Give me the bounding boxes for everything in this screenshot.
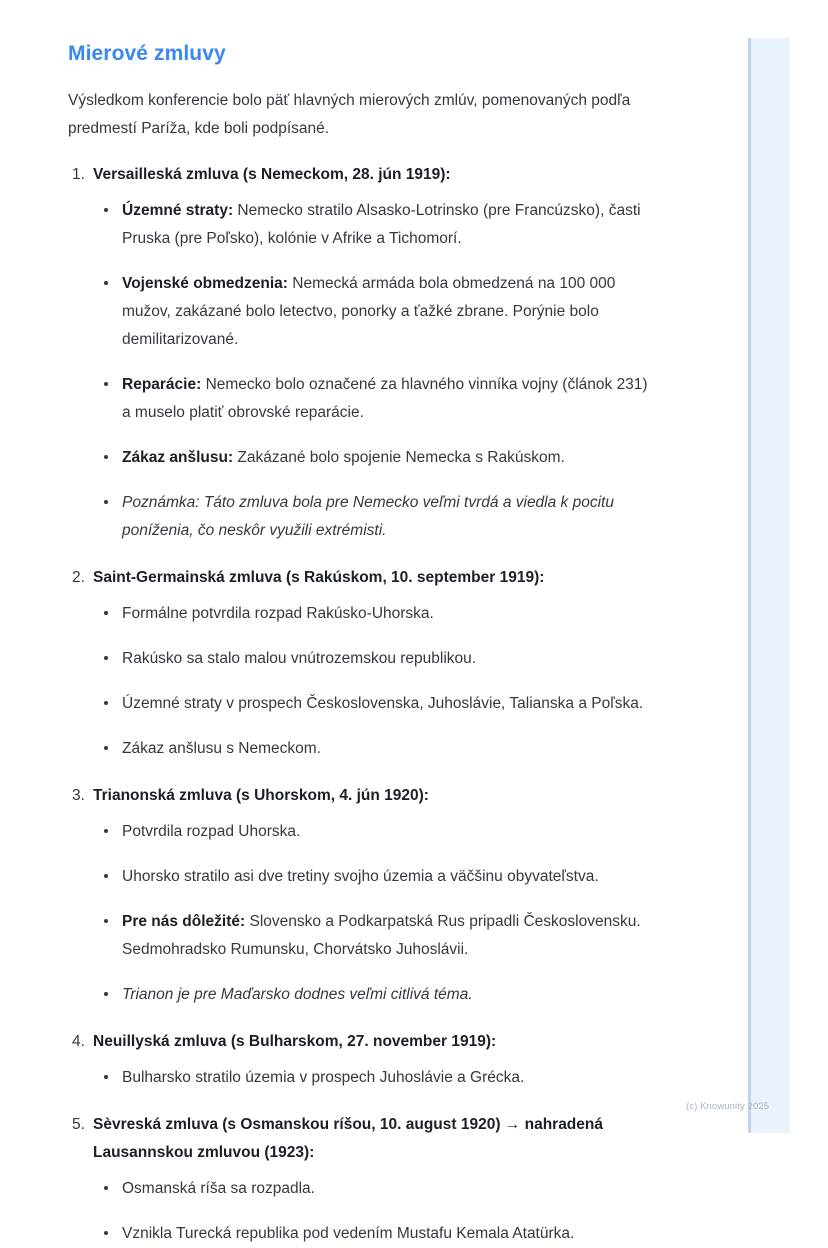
treaty-point <box>93 270 654 354</box>
document-body <box>68 0 668 1248</box>
bullet-dot-icon <box>104 611 108 615</box>
point-text: Osmanská ríša sa rozpadla. <box>122 1180 315 1198</box>
point-lead: Pre nás dôležité: <box>122 913 246 931</box>
bullet-dot-icon <box>104 656 108 660</box>
point-text: Nemecko bolo označené za hlavného vinníka vojny (článok 231) a muselo platiť obrovské reparácie. <box>122 376 648 422</box>
point-lead: Zákaz anšlusu: <box>122 449 234 467</box>
treaty-point-list <box>93 1167 668 1248</box>
point-text: Poznámka: Táto zmluva bola pre Nemecko veľmi tvrdá a viedla k pocitu poníženia, čo neskôr využili extrémisti. <box>122 494 614 540</box>
right-side-panel <box>748 38 790 1133</box>
treaty-heading: Sèvreská zmluva (s Osmanskou ríšou, 10. august 1920) → nahradená Lausannskou zmluvou (1923): <box>93 1116 603 1162</box>
treaty-heading: Versailleská zmluva (s Nemeckom, 28. jún 1919): <box>93 166 451 184</box>
treaty-heading: Saint-Germainská zmluva (s Rakúskom, 10. september 1919): <box>93 569 545 587</box>
point-text: Trianon je pre Maďarsko dodnes veľmi citlivá téma. <box>122 986 473 1004</box>
treaty-point <box>93 1175 654 1203</box>
treaty-list <box>68 143 668 1248</box>
bullet-dot-icon <box>104 919 108 923</box>
treaty-point <box>93 444 654 472</box>
bullet-dot-icon <box>104 500 108 504</box>
point-lead: Územné straty: <box>122 202 234 220</box>
bullet-dot-icon <box>104 208 108 212</box>
treaty-point <box>93 489 654 545</box>
treaty-item <box>68 1111 668 1248</box>
treaty-point <box>93 735 654 763</box>
point-lead: Reparácie: <box>122 376 202 394</box>
treaty-heading: Trianonská zmluva (s Uhorskom, 4. jún 1920): <box>93 787 429 805</box>
treaty-point <box>93 600 654 628</box>
bullet-dot-icon <box>104 382 108 386</box>
scroll-rail[interactable] <box>748 38 751 1133</box>
treaty-number: 4. <box>72 1033 85 1051</box>
bullet-dot-icon <box>104 874 108 878</box>
point-text: Územné straty v prospech Československa, Juhoslávie, Talianska a Poľska. <box>122 695 644 713</box>
treaty-number: 5. <box>72 1116 85 1134</box>
bullet-dot-icon <box>104 992 108 996</box>
treaty-point <box>93 371 654 427</box>
bullet-dot-icon <box>104 455 108 459</box>
point-text: Uhorsko stratilo asi dve tretiny svojho územia a väčšinu obyvateľstva. <box>122 868 599 886</box>
point-text: Vznikla Turecká republika pod vedením Mustafu Kemala Atatürka. <box>122 1225 575 1243</box>
treaty-heading: Neuillyská zmluva (s Bulharskom, 27. november 1919): <box>93 1033 497 1051</box>
treaty-point-list <box>93 810 668 1009</box>
treaty-item <box>68 782 668 1009</box>
point-text: Nemecko stratilo Alsasko-Lotrinsko (pre Francúzsko), časti Pruska (pre Poľsko), kolónie v Afrike a Tichomorí. <box>122 202 641 248</box>
point-text: Rakúsko sa stalo malou vnútrozemskou republikou. <box>122 650 477 668</box>
treaty-item <box>68 564 668 763</box>
bullet-dot-icon <box>104 701 108 705</box>
treaty-number: 1. <box>72 166 85 184</box>
bullet-dot-icon <box>104 1231 108 1235</box>
treaty-point <box>93 908 654 964</box>
point-text: Bulharsko stratilo územia v prospech Juhoslávie a Grécka. <box>122 1069 525 1087</box>
bullet-dot-icon <box>104 1075 108 1079</box>
treaty-number: 2. <box>72 569 85 587</box>
treaty-point <box>93 1064 654 1092</box>
point-text: Zakázané bolo spojenie Nemecka s Rakúskom. <box>233 449 565 467</box>
treaty-point <box>93 818 654 846</box>
treaty-item <box>68 161 668 545</box>
bullet-dot-icon <box>104 1186 108 1190</box>
treaty-point <box>93 645 654 673</box>
treaty-point <box>93 690 654 718</box>
treaty-point <box>93 863 654 891</box>
intro-paragraph: Výsledkom konferencie bolo päť hlavných mierových zmlúv, pomenovaných podľa predmestí Paríža, kde boli podpísané. <box>68 92 631 138</box>
point-text: Slovensko a Podkarpatská Rus pripadli Československu. Sedmohradsko Rumunsku, Chorvátsko Juhoslávii. <box>122 913 641 959</box>
treaty-point <box>93 981 654 1009</box>
point-text: Zákaz anšlusu s Nemeckom. <box>122 740 321 758</box>
treaty-point-list <box>93 1056 668 1092</box>
watermark: (c) Knowunity 2025 <box>686 1101 770 1112</box>
treaty-item <box>68 1028 668 1092</box>
treaty-point-list <box>93 189 668 545</box>
page-title: Mierové zmluvy <box>68 42 226 65</box>
point-text: Nemecká armáda bola obmedzená na 100 000 mužov, zakázané bolo letectvo, ponorky a ťažké zbrane. Porýnie bolo demilitarizované. <box>122 275 616 349</box>
treaty-number: 3. <box>72 787 85 805</box>
bullet-dot-icon <box>104 281 108 285</box>
treaty-point-list <box>93 592 668 763</box>
point-lead: Vojenské obmedzenia: <box>122 275 288 293</box>
bullet-dot-icon <box>104 746 108 750</box>
treaty-point <box>93 1220 654 1248</box>
point-text: Formálne potvrdila rozpad Rakúsko-Uhorska. <box>122 605 434 623</box>
treaty-point <box>93 197 654 253</box>
point-text: Potvrdila rozpad Uhorska. <box>122 823 301 841</box>
bullet-dot-icon <box>104 829 108 833</box>
